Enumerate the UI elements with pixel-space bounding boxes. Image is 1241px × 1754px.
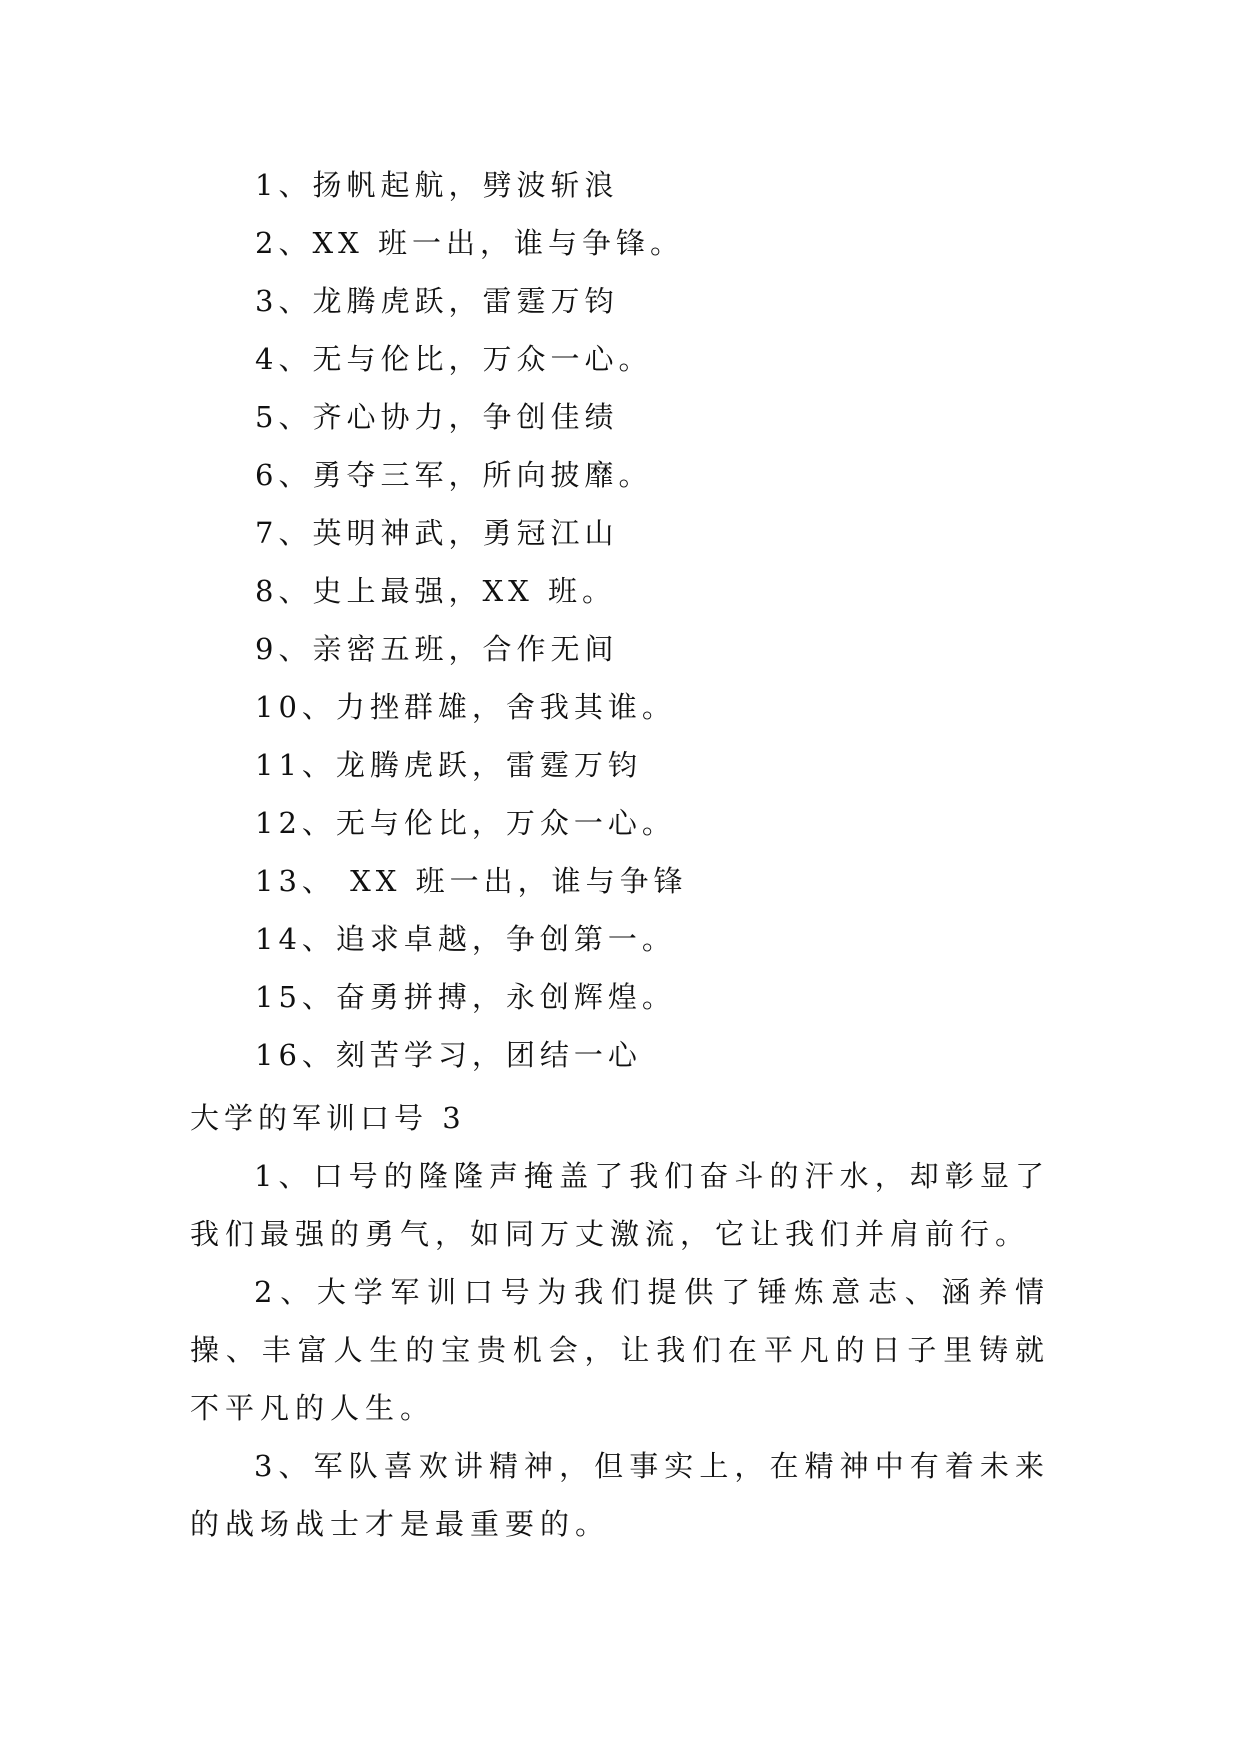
slogan-item: 13、 XX 班一出，谁与争锋 — [255, 864, 688, 898]
paragraph: 3、军队喜欢讲精神，但事实上，在精神中有着未来的战场战士才是最重要的。 — [190, 1449, 1050, 1541]
paragraph: 2、大学军训口号为我们提供了锤炼意志、涵养情操、丰富人生的宝贵机会，让我们在平凡的日子里铸就不平凡的人生。 — [190, 1275, 1050, 1425]
slogan-item: 7、英明神武，勇冠江山 — [255, 516, 619, 550]
slogan-item: 9、亲密五班，合作无间 — [255, 632, 619, 666]
slogan-item: 8、史上最强，XX 班。 — [255, 574, 616, 608]
slogan-item: 11、龙腾虎跃，雷霆万钧 — [255, 748, 642, 782]
slogan-item: 16、刻苦学习，团结一心 — [255, 1038, 642, 1072]
slogan-item: 1、扬帆起航，劈波斩浪 — [255, 168, 619, 202]
body-paragraphs — [190, 1147, 1050, 1553]
slogan-item: 4、无与伦比，万众一心。 — [255, 342, 653, 376]
slogan-item: 2、XX 班一出，谁与争锋。 — [255, 226, 684, 260]
slogan-item: 14、追求卓越，争创第一。 — [255, 922, 676, 956]
paragraph: 1、口号的隆隆声掩盖了我们奋斗的汗水，却彰显了我们最强的勇气，如同万丈激流，它让我们并肩前行。 — [190, 1159, 1050, 1251]
slogan-item: 15、奋勇拼搏，永创辉煌。 — [255, 980, 676, 1014]
slogan-list — [255, 156, 688, 1084]
section-title: 大学的军训口号 3 — [190, 1101, 466, 1135]
slogan-item: 6、勇夺三军，所向披靡。 — [255, 458, 653, 492]
slogan-item: 3、龙腾虎跃，雷霆万钧 — [255, 284, 619, 318]
slogan-item: 5、齐心协力，争创佳绩 — [255, 400, 619, 434]
slogan-item: 12、无与伦比，万众一心。 — [255, 806, 676, 840]
slogan-item: 10、力挫群雄，舍我其谁。 — [255, 690, 676, 724]
